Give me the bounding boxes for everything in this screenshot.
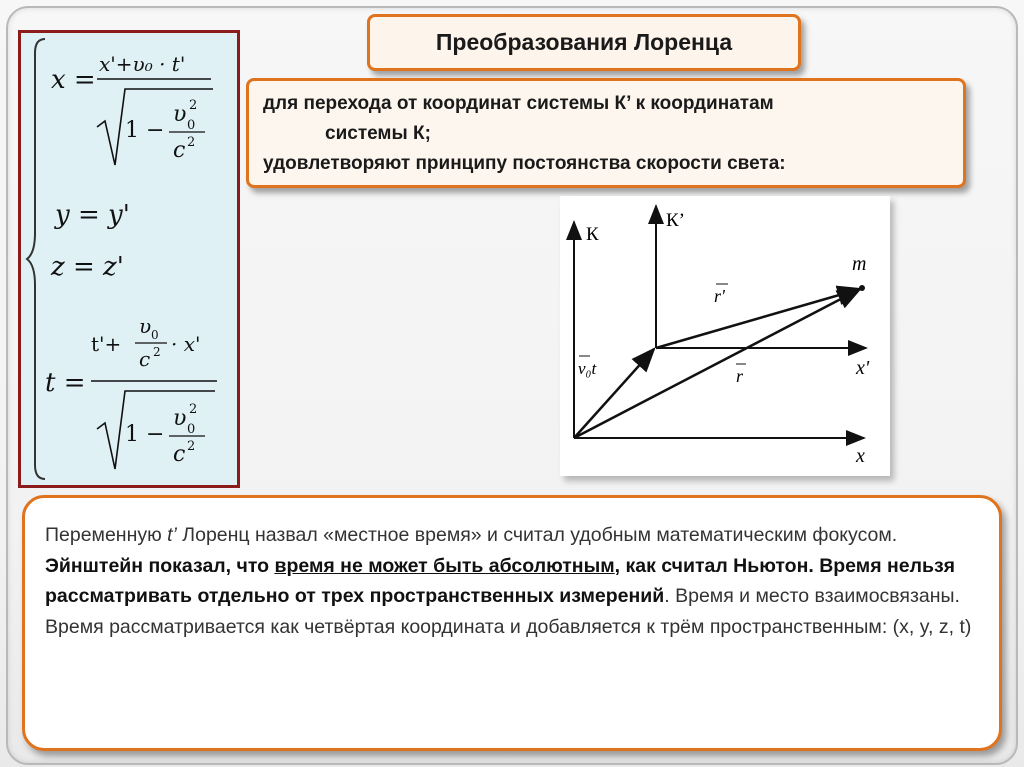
t-one-minus: 1 −: [125, 422, 165, 447]
t-num-b: · x': [171, 332, 201, 356]
t-c-sup: 2: [187, 439, 196, 454]
t-num-v0: υ: [139, 314, 152, 338]
p2-text-c: . Время и место взаимосвязаны. Время рассматривается как четвёртая координата и добавляется к трём пространственным: (x, y, z, t): [45, 585, 972, 638]
explanation-paragraph-1: [45, 520, 981, 551]
left-brace: [27, 39, 45, 479]
t-v0-sup: 2: [189, 402, 198, 417]
r-vector: [574, 289, 860, 438]
label-k: К: [586, 224, 599, 245]
t-num-a: t'+: [91, 332, 122, 356]
label-x-prime: x': [856, 357, 870, 379]
t-lhs: t =: [45, 368, 86, 398]
t-v0-sub: 0: [187, 422, 196, 437]
label-x: x: [856, 445, 865, 467]
explanation-paragraph-2: [45, 551, 981, 643]
x-one-minus: 1 −: [125, 118, 165, 143]
point-m: [859, 285, 865, 291]
description-box: [246, 78, 966, 188]
t-num-v0-sub: 0: [151, 328, 159, 342]
r-prime-vector: [656, 289, 860, 348]
label-r: r: [736, 366, 744, 386]
y-equation: y = y': [55, 200, 130, 230]
x-c: c: [173, 138, 186, 163]
label-v0t: v₀t: [578, 359, 597, 378]
description-line-1: для перехода от координат системы К’ к координатам: [263, 93, 774, 114]
label-m: m: [852, 253, 867, 275]
x-v0-sub: 0: [187, 118, 196, 133]
p1-text-b: Лоренц назвал «местное время» и считал удобным математическим фокусом.: [176, 524, 898, 546]
x-v0-sup: 2: [189, 98, 198, 113]
x-v0: υ: [173, 102, 187, 127]
label-k-prime: К’: [666, 210, 685, 231]
z-equation: z = z': [51, 252, 124, 282]
p2-bold-b: , как считал Ньютон. Время нельзя рассматривать отдельно от трех пространственных измерений: [45, 554, 956, 607]
t-num-c-sup: 2: [153, 345, 161, 359]
t-v0: υ: [173, 406, 187, 431]
p2-bold-a: Эйнштейн показал, что: [45, 554, 275, 577]
label-r-prime: r': [714, 286, 725, 306]
t-num-c: c: [139, 347, 151, 371]
page-title: Преобразования Лоренца: [435, 29, 733, 55]
x-numerator: x'+υ₀ · t': [99, 52, 186, 76]
x-lhs: x =: [51, 65, 96, 95]
reference-frames-diagram: [560, 196, 890, 476]
explanation-box: [22, 495, 1002, 751]
t-c: c: [173, 442, 186, 467]
frames-svg: [560, 196, 890, 476]
description-line-3: удовлетворяют принципу постоянства скорости света:: [263, 153, 786, 174]
p1-text-a: Переменную: [45, 524, 168, 546]
p2-underlined: время не может быть абсолютным: [274, 554, 615, 577]
lorentz-formulas: [21, 33, 237, 485]
p1-variable: t’: [167, 524, 177, 546]
title-box: [367, 14, 801, 71]
description-line-2: системы К;: [325, 123, 431, 144]
x-c-sup: 2: [187, 135, 196, 150]
formula-box: [18, 30, 240, 488]
